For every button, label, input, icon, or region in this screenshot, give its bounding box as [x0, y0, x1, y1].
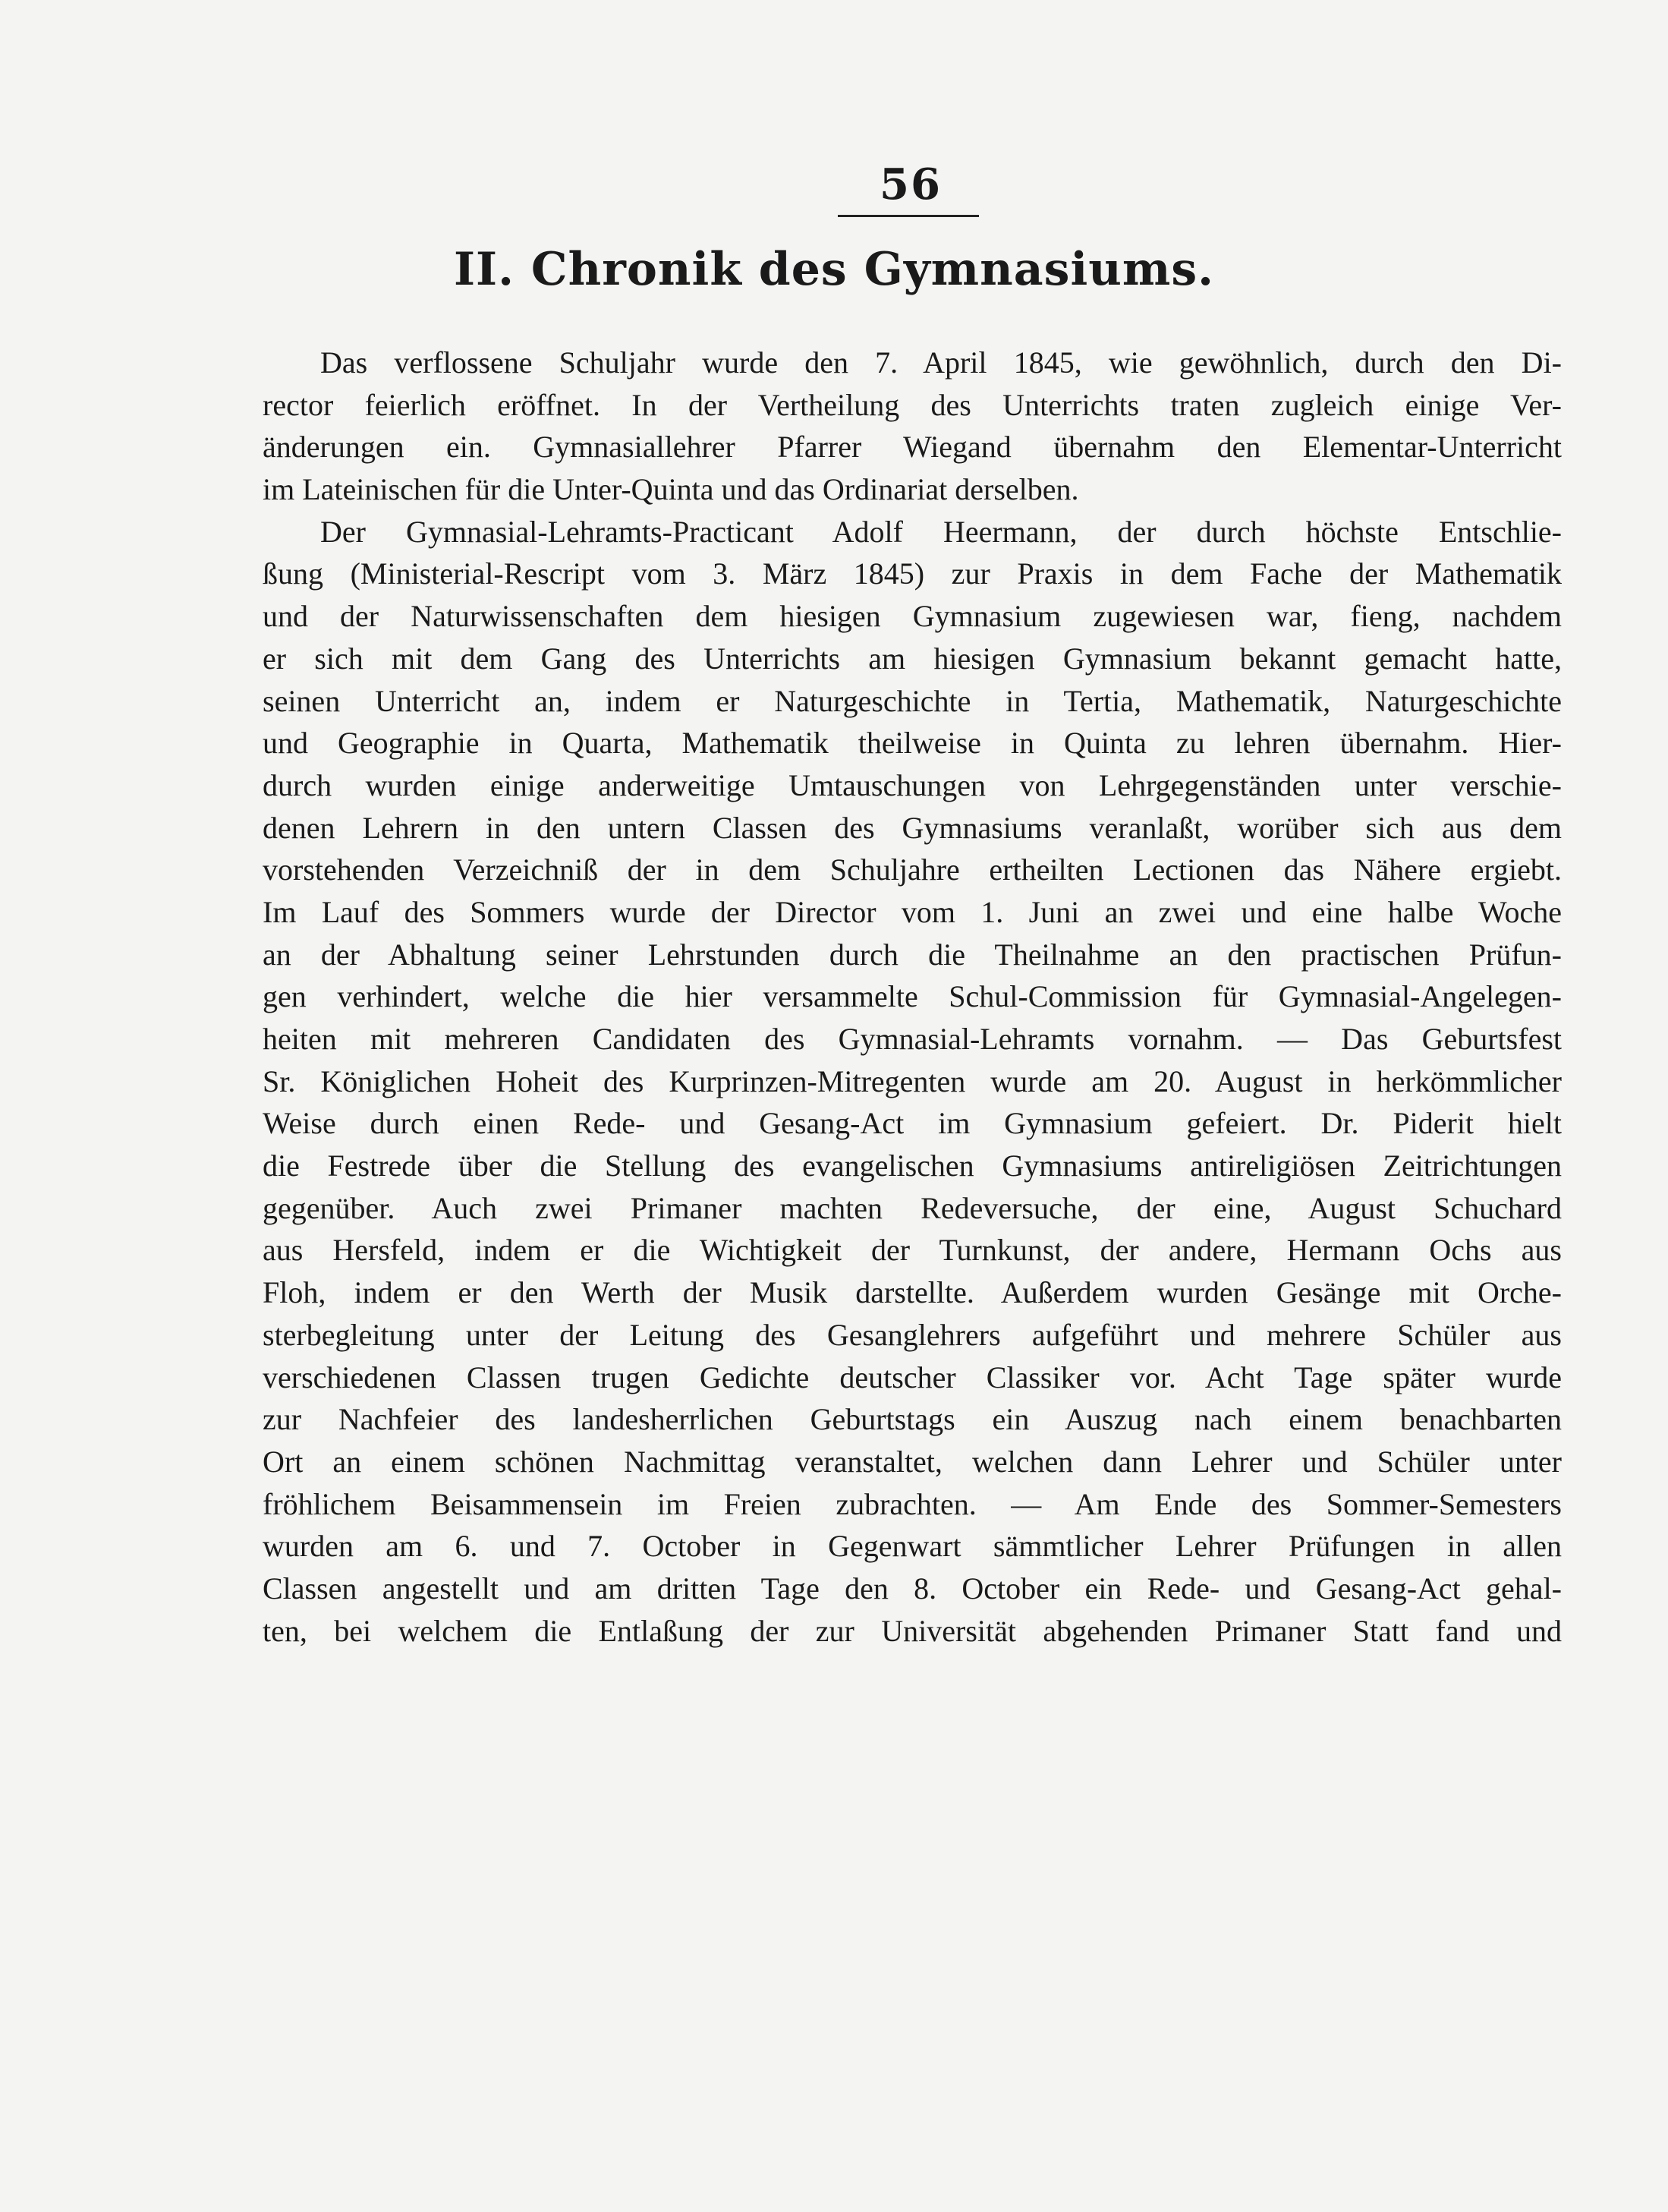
- text-line: aus Hersfeld, indem er die Wichtigkeit der Turnkunst, der andere, Hermann Ochs aus: [263, 1233, 1562, 1268]
- text-line: verschiedenen Classen trugen Gedichte deutscher Classiker vor. Acht Tage später wurde: [263, 1360, 1562, 1394]
- text-line: ßung (Ministerial-Rescript vom 3. März 1845) zur Praxis in dem Fache der Mathematik: [263, 556, 1562, 591]
- section-title: II. Chronik des Gymnasiums.: [453, 243, 1215, 296]
- page-number-rule: [838, 215, 979, 217]
- text-line: Weise durch einen Rede- und Gesang-Act im Gymnasium gefeiert. Dr. Piderit hielt: [263, 1106, 1562, 1141]
- text-line: gen verhindert, welche die hier versammelte Schul-Commission für Gymnasial-Angelegen-: [263, 979, 1562, 1014]
- text-line: Sr. Königlichen Hoheit des Kurprinzen-Mitregenten wurde am 20. August in herkömmlicher: [263, 1063, 1562, 1098]
- text-line: ten, bei welchem die Entlaßung der zur Universität abgehenden Primaner Statt fand und: [263, 1613, 1562, 1648]
- text-line: an der Abhaltung seiner Lehrstunden durch die Theilnahme an den practischen Prüfun-: [263, 937, 1562, 972]
- text-line: sterbegleitung unter der Leitung des Gesanglehrers aufgeführt und mehrere Schüler aus: [263, 1317, 1562, 1352]
- text-line: Das verflossene Schuljahr wurde den 7. April 1845, wie gewöhnlich, durch den Di-: [320, 345, 1562, 380]
- text-line: änderungen ein. Gymnasiallehrer Pfarrer Wiegand übernahm den Elementar-Unterricht: [263, 430, 1562, 465]
- text-line: durch wurden einige anderweitige Umtauschungen von Lehrgegenständen unter verschie-: [263, 767, 1562, 802]
- text-line: Floh, indem er den Werth der Musik darstellte. Außerdem wurden Gesänge mit Orche-: [263, 1275, 1562, 1310]
- text-line: Der Gymnasial-Lehramts-Practicant Adolf Heermann, der durch höchste Entschlie-: [320, 514, 1562, 549]
- text-line: gegenüber. Auch zwei Primaner machten Redeversuche, der eine, August Schuchard: [263, 1190, 1562, 1225]
- text-line: und Geographie in Quarta, Mathematik theilweise in Quinta zu lehren übernahm. Hier-: [263, 726, 1562, 761]
- text-line: Classen angestellt und am dritten Tage den 8. October ein Rede- und Gesang-Act gehal-: [263, 1571, 1562, 1605]
- page-number: 56: [880, 159, 942, 210]
- text-line: und der Naturwissenschaften dem hiesigen Gymnasium zugewiesen war, fieng, nachdem: [263, 599, 1562, 634]
- text-line: zur Nachfeier des landesherrlichen Geburtstags ein Auszug nach einem benachbarten: [263, 1402, 1562, 1437]
- text-line: er sich mit dem Gang des Unterrichts am hiesigen Gymnasium bekannt gemacht hatte,: [263, 641, 1562, 676]
- text-line: fröhlichem Beisammensein im Freien zubrachten. — Am Ende des Sommer-Semesters: [263, 1486, 1562, 1521]
- text-line: denen Lehrern in den untern Classen des Gymnasiums veranlaßt, worüber sich aus dem: [263, 810, 1562, 845]
- text-line: vorstehenden Verzeichniß der in dem Schuljahre ertheilten Lectionen das Nähere ergiebt.: [263, 852, 1562, 887]
- text-line: Im Lauf des Sommers wurde der Director vom 1. Juni an zwei und eine halbe Woche: [263, 894, 1562, 929]
- text-line: heiten mit mehreren Candidaten des Gymnasial-Lehramts vornahm. — Das Geburtsfest: [263, 1022, 1562, 1056]
- text-line: rector feierlich eröffnet. In der Vertheilung des Unterrichts traten zugleich einige Ver-: [263, 387, 1562, 422]
- text-line: im Lateinischen für die Unter-Quinta und das Ordinariat derselben.: [263, 472, 1079, 507]
- text-line: die Festrede über die Stellung des evangelischen Gymnasiums antireligiösen Zeitrichtungen: [263, 1149, 1562, 1183]
- text-line: seinen Unterricht an, indem er Naturgeschichte in Tertia, Mathematik, Naturgeschichte: [263, 683, 1562, 718]
- text-line: Ort an einem schönen Nachmittag veranstaltet, welchen dann Lehrer und Schüler unter: [263, 1444, 1562, 1479]
- text-line: wurden am 6. und 7. October in Gegenwart sämmtlicher Lehrer Prüfungen in allen: [263, 1529, 1562, 1564]
- body-text: [263, 342, 1562, 1652]
